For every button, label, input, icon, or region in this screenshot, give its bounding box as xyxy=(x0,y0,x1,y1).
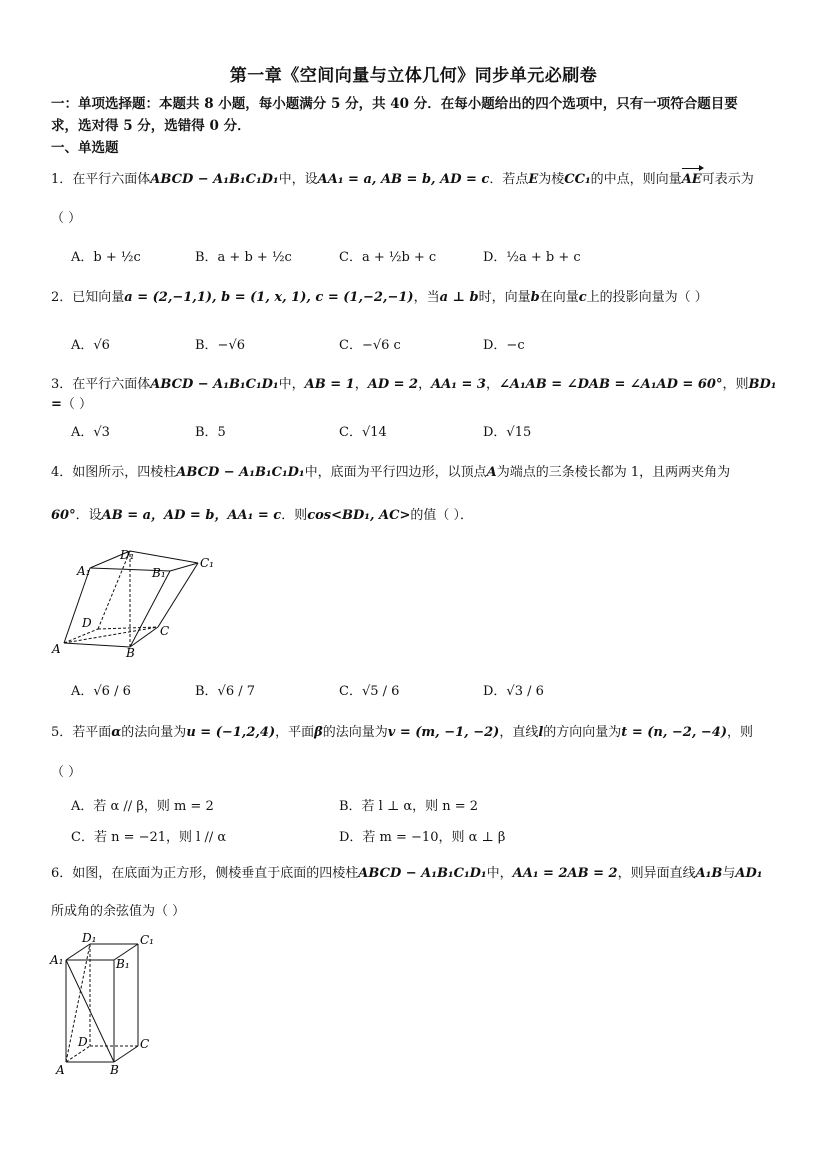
diagonal-ac xyxy=(64,627,158,643)
option-c[interactable]: C．√5 / 6 xyxy=(339,684,400,699)
option-d[interactable]: D．√3 / 6 xyxy=(483,684,544,699)
option-a[interactable]: A．√6 xyxy=(71,338,110,353)
option-d[interactable]: D．若 m = −10，则 α ⊥ β xyxy=(339,830,506,845)
option-d[interactable]: D．½a + b + c xyxy=(483,250,581,265)
label-d: D xyxy=(78,1035,88,1049)
edge-bc xyxy=(130,627,158,647)
option-b[interactable]: B．√6 / 7 xyxy=(195,684,256,699)
label-b1: B₁ xyxy=(116,957,130,971)
section-intro-line-2: 求，选对得 5 分，选错得 0 分． xyxy=(51,118,251,134)
question-6-figure xyxy=(48,930,158,1078)
question-5-answer-blank: （ ） xyxy=(51,765,82,780)
question-6: 6．如图，在底面为正方形，侧棱垂直于底面的四棱柱ABCD − A₁B₁C₁D₁中，AA₁ = 2AB = 2，则异面直线A₁B与AD₁ xyxy=(51,866,763,881)
label-a: A xyxy=(56,1063,65,1077)
edge-d1c1 xyxy=(130,551,198,563)
option-a[interactable]: A．√3 xyxy=(71,425,110,440)
label-b1: B₁ xyxy=(152,566,166,580)
section-heading: 一、单选题 xyxy=(51,140,119,156)
option-c[interactable]: C．若 n = −21，则 l // α xyxy=(71,830,227,845)
label-a: A xyxy=(52,642,61,656)
section-intro-line-1: 一：单项选择题：本题共 8 小题，每小题满分 5 分，共 40 分．在每小题给出的四个选项中，只有一项符合题目要 xyxy=(51,96,738,112)
label-a1: A₁ xyxy=(50,953,64,967)
edge-ab xyxy=(64,643,130,647)
question-5: 5．若平面α的法向量为u = (−1,2,4)，平面β的法向量为v = (m, −1, −2)，直线l的方向向量为t = (n, −2, −4)，则 xyxy=(51,725,753,740)
question-2: 2．已知向量a = (2,−1,1), b = (1, x, 1), c = (1,−2,−1)，当a ⊥ b时，向量b在向量c上的投影向量为（ ） xyxy=(51,290,708,305)
option-d[interactable]: D．√15 xyxy=(483,425,532,440)
label-b: B xyxy=(110,1063,119,1077)
label-a1: A₁ xyxy=(77,564,91,578)
option-b[interactable]: B．若 l ⊥ α，则 n = 2 xyxy=(339,799,479,814)
label-c1: C₁ xyxy=(200,556,214,570)
option-a[interactable]: A．√6 / 6 xyxy=(71,684,131,699)
label-d: D xyxy=(82,616,92,630)
option-b[interactable]: B．5 xyxy=(195,425,226,440)
question-1-answer-blank: （ ） xyxy=(51,211,82,226)
label-c: C xyxy=(160,624,170,638)
question-1: 1．在平行六面体ABCD − A₁B₁C₁D₁中，设AA₁ = a, AB = b, AD = c．若点E为棱CC₁的中点，则向量AE可表示为 xyxy=(51,170,781,190)
edge-aa1 xyxy=(64,568,90,643)
question-4-figure xyxy=(50,543,220,658)
option-a[interactable]: A．若 α // β，则 m = 2 xyxy=(71,799,214,814)
label-d1: D₁ xyxy=(82,931,97,945)
question-3: 3．在平行六面体ABCD − A₁B₁C₁D₁中，AB = 1，AD = 2，AA₁ = 3，∠A₁AB = ∠DAB = ∠A₁AD = 60°，则BD₁ =（ ） xyxy=(51,377,777,412)
option-c[interactable]: C．a + ½b + c xyxy=(339,250,437,265)
edge-ad xyxy=(64,629,98,643)
label-d1: D₁ xyxy=(120,548,135,562)
question-4: 4．如图所示，四棱柱ABCD − A₁B₁C₁D₁中，底面为平行四边形，以顶点A为端点的三条棱长都为 1，且两两夹角为 xyxy=(51,465,731,480)
question-4-line-2: 60°．设AB = a，AD = b，AA₁ = c．则cos<BD₁, AC>的值（ ）． xyxy=(51,508,473,523)
option-a[interactable]: A．b + ½c xyxy=(71,250,141,265)
option-b[interactable]: B．−√6 xyxy=(195,338,246,353)
option-d[interactable]: D．−c xyxy=(483,338,525,353)
label-c1: C₁ xyxy=(140,933,154,947)
label-b: B xyxy=(126,646,135,658)
option-b[interactable]: B．a + b + ½c xyxy=(195,250,292,265)
question-6-line-2: 所成角的余弦值为（ ） xyxy=(51,904,186,919)
option-c[interactable]: C．√14 xyxy=(339,425,387,440)
label-c: C xyxy=(140,1037,150,1051)
page-title: 第一章《空间向量与立体几何》同步单元必刷卷 xyxy=(229,66,598,86)
option-c[interactable]: C．−√6 c xyxy=(339,338,401,353)
